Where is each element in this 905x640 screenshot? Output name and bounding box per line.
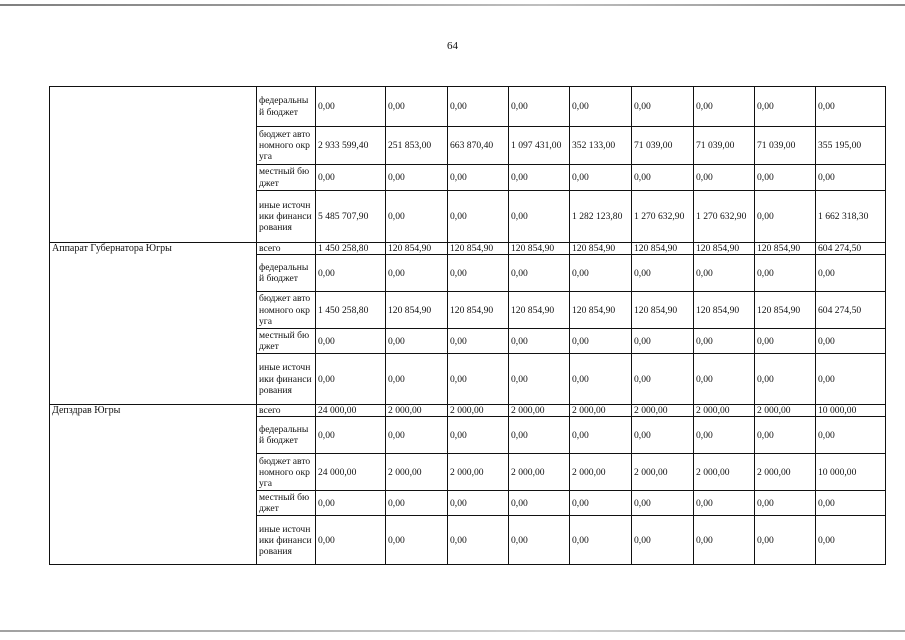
scan-artifact-top-line (0, 4, 905, 6)
amount-cell: 355 195,00 (816, 127, 886, 165)
amount-cell: 0,00 (632, 165, 694, 191)
amount-cell: 120 854,90 (509, 243, 570, 255)
amount-cell: 1 270 632,90 (632, 191, 694, 243)
amount-cell: 71 039,00 (755, 127, 816, 165)
amount-cell: 0,00 (632, 329, 694, 354)
amount-cell: 120 854,90 (632, 243, 694, 255)
amount-cell: 120 854,90 (755, 292, 816, 329)
amount-cell: 0,00 (570, 417, 632, 454)
amount-cell: 0,00 (448, 417, 509, 454)
amount-cell: 0,00 (448, 87, 509, 127)
amount-cell: 0,00 (755, 87, 816, 127)
funding-source-cell: федеральный бюджет (257, 255, 316, 292)
amount-cell: 0,00 (386, 516, 448, 565)
amount-cell: 604 274,50 (816, 243, 886, 255)
amount-cell: 120 854,90 (694, 292, 755, 329)
amount-cell: 0,00 (448, 191, 509, 243)
amount-cell: 0,00 (694, 417, 755, 454)
funding-source-cell: иные источники финансирования (257, 191, 316, 243)
amount-cell: 1 270 632,90 (694, 191, 755, 243)
amount-cell: 0,00 (816, 417, 886, 454)
amount-cell: 120 854,90 (509, 292, 570, 329)
amount-cell: 0,00 (316, 329, 386, 354)
amount-cell: 2 000,00 (448, 405, 509, 417)
funding-source-cell: всего (257, 405, 316, 417)
amount-cell: 120 854,90 (448, 243, 509, 255)
funding-source-cell: местный бюджет (257, 329, 316, 354)
table-row (50, 243, 886, 255)
amount-cell: 0,00 (694, 165, 755, 191)
amount-cell: 0,00 (570, 329, 632, 354)
amount-cell: 0,00 (570, 354, 632, 405)
amount-cell: 24 000,00 (316, 454, 386, 491)
amount-cell: 71 039,00 (694, 127, 755, 165)
amount-cell: 1 662 318,30 (816, 191, 886, 243)
amount-cell: 0,00 (816, 354, 886, 405)
amount-cell: 0,00 (755, 165, 816, 191)
amount-cell: 0,00 (509, 255, 570, 292)
amount-cell: 2 000,00 (448, 454, 509, 491)
amount-cell: 0,00 (386, 417, 448, 454)
amount-cell: 1 450 258,80 (316, 292, 386, 329)
amount-cell: 1 097 431,00 (509, 127, 570, 165)
amount-cell: 0,00 (509, 491, 570, 516)
amount-cell: 0,00 (570, 255, 632, 292)
amount-cell: 0,00 (448, 491, 509, 516)
amount-cell: 251 853,00 (386, 127, 448, 165)
amount-cell: 2 000,00 (632, 405, 694, 417)
amount-cell: 0,00 (570, 491, 632, 516)
page-number: 64 (447, 40, 458, 52)
organization-cell: Аппарат Губернатора Югры (50, 243, 257, 405)
amount-cell: 0,00 (755, 354, 816, 405)
amount-cell: 5 485 707,90 (316, 191, 386, 243)
amount-cell: 120 854,90 (694, 243, 755, 255)
amount-cell: 2 933 599,40 (316, 127, 386, 165)
funding-source-cell: бюджет автономного округа (257, 292, 316, 329)
amount-cell: 0,00 (509, 354, 570, 405)
amount-cell: 0,00 (509, 191, 570, 243)
amount-cell: 2 000,00 (694, 454, 755, 491)
funding-table (49, 86, 886, 565)
amount-cell: 120 854,90 (570, 243, 632, 255)
amount-cell: 0,00 (448, 329, 509, 354)
amount-cell: 0,00 (386, 329, 448, 354)
amount-cell: 2 000,00 (509, 454, 570, 491)
amount-cell: 0,00 (694, 354, 755, 405)
amount-cell: 2 000,00 (570, 454, 632, 491)
amount-cell: 2 000,00 (386, 454, 448, 491)
amount-cell: 0,00 (448, 516, 509, 565)
amount-cell: 0,00 (570, 516, 632, 565)
amount-cell: 0,00 (386, 491, 448, 516)
amount-cell: 10 000,00 (816, 454, 886, 491)
amount-cell: 2 000,00 (755, 454, 816, 491)
amount-cell: 0,00 (509, 516, 570, 565)
amount-cell: 0,00 (448, 354, 509, 405)
amount-cell: 0,00 (386, 191, 448, 243)
amount-cell: 120 854,90 (755, 243, 816, 255)
amount-cell: 0,00 (694, 255, 755, 292)
amount-cell: 0,00 (816, 87, 886, 127)
amount-cell: 0,00 (816, 165, 886, 191)
amount-cell: 0,00 (816, 255, 886, 292)
funding-source-cell: федеральный бюджет (257, 417, 316, 454)
amount-cell: 2 000,00 (386, 405, 448, 417)
amount-cell: 0,00 (816, 329, 886, 354)
amount-cell: 1 282 123,80 (570, 191, 632, 243)
funding-source-cell: федеральный бюджет (257, 87, 316, 127)
amount-cell: 2 000,00 (694, 405, 755, 417)
amount-cell: 0,00 (386, 87, 448, 127)
amount-cell: 0,00 (694, 491, 755, 516)
amount-cell: 0,00 (755, 491, 816, 516)
amount-cell: 0,00 (316, 491, 386, 516)
table-row (50, 87, 886, 127)
amount-cell: 2 000,00 (632, 454, 694, 491)
amount-cell: 0,00 (755, 417, 816, 454)
funding-source-cell: местный бюджет (257, 491, 316, 516)
amount-cell: 2 000,00 (755, 405, 816, 417)
table-row (50, 405, 886, 417)
organization-cell (50, 87, 257, 243)
amount-cell: 2 000,00 (509, 405, 570, 417)
amount-cell: 0,00 (755, 329, 816, 354)
funding-source-cell: иные источники финансирования (257, 516, 316, 565)
amount-cell: 0,00 (316, 165, 386, 191)
amount-cell: 0,00 (632, 354, 694, 405)
amount-cell: 0,00 (448, 165, 509, 191)
funding-source-cell: иные источники финансирования (257, 354, 316, 405)
amount-cell: 0,00 (509, 165, 570, 191)
amount-cell: 2 000,00 (570, 405, 632, 417)
amount-cell: 0,00 (570, 87, 632, 127)
amount-cell: 24 000,00 (316, 405, 386, 417)
amount-cell: 0,00 (386, 165, 448, 191)
amount-cell: 0,00 (316, 516, 386, 565)
funding-source-cell: бюджет автономного округа (257, 454, 316, 491)
amount-cell: 0,00 (316, 417, 386, 454)
amount-cell: 0,00 (755, 255, 816, 292)
amount-cell: 0,00 (632, 516, 694, 565)
amount-cell: 0,00 (816, 516, 886, 565)
amount-cell: 0,00 (694, 87, 755, 127)
amount-cell: 663 870,40 (448, 127, 509, 165)
amount-cell: 0,00 (694, 516, 755, 565)
amount-cell: 120 854,90 (386, 292, 448, 329)
funding-source-cell: всего (257, 243, 316, 255)
amount-cell: 0,00 (816, 491, 886, 516)
amount-cell: 10 000,00 (816, 405, 886, 417)
amount-cell: 71 039,00 (632, 127, 694, 165)
amount-cell: 0,00 (386, 255, 448, 292)
amount-cell: 120 854,90 (448, 292, 509, 329)
amount-cell: 0,00 (632, 255, 694, 292)
amount-cell: 0,00 (386, 354, 448, 405)
amount-cell: 0,00 (316, 255, 386, 292)
amount-cell: 0,00 (509, 329, 570, 354)
amount-cell: 0,00 (755, 191, 816, 243)
amount-cell: 352 133,00 (570, 127, 632, 165)
amount-cell: 0,00 (316, 354, 386, 405)
table-body (50, 87, 886, 565)
amount-cell: 0,00 (632, 87, 694, 127)
amount-cell: 0,00 (570, 165, 632, 191)
amount-cell: 0,00 (509, 417, 570, 454)
amount-cell: 604 274,50 (816, 292, 886, 329)
amount-cell: 120 854,90 (386, 243, 448, 255)
amount-cell: 1 450 258,80 (316, 243, 386, 255)
amount-cell: 0,00 (509, 87, 570, 127)
organization-cell: Депздрав Югры (50, 405, 257, 565)
funding-source-cell: местный бюджет (257, 165, 316, 191)
amount-cell: 0,00 (316, 87, 386, 127)
amount-cell: 0,00 (632, 417, 694, 454)
scan-artifact-bottom-line (0, 630, 905, 632)
amount-cell: 0,00 (632, 491, 694, 516)
amount-cell: 0,00 (448, 255, 509, 292)
amount-cell: 0,00 (694, 329, 755, 354)
amount-cell: 120 854,90 (570, 292, 632, 329)
amount-cell: 120 854,90 (632, 292, 694, 329)
funding-source-cell: бюджет автономного округа (257, 127, 316, 165)
amount-cell: 0,00 (755, 516, 816, 565)
